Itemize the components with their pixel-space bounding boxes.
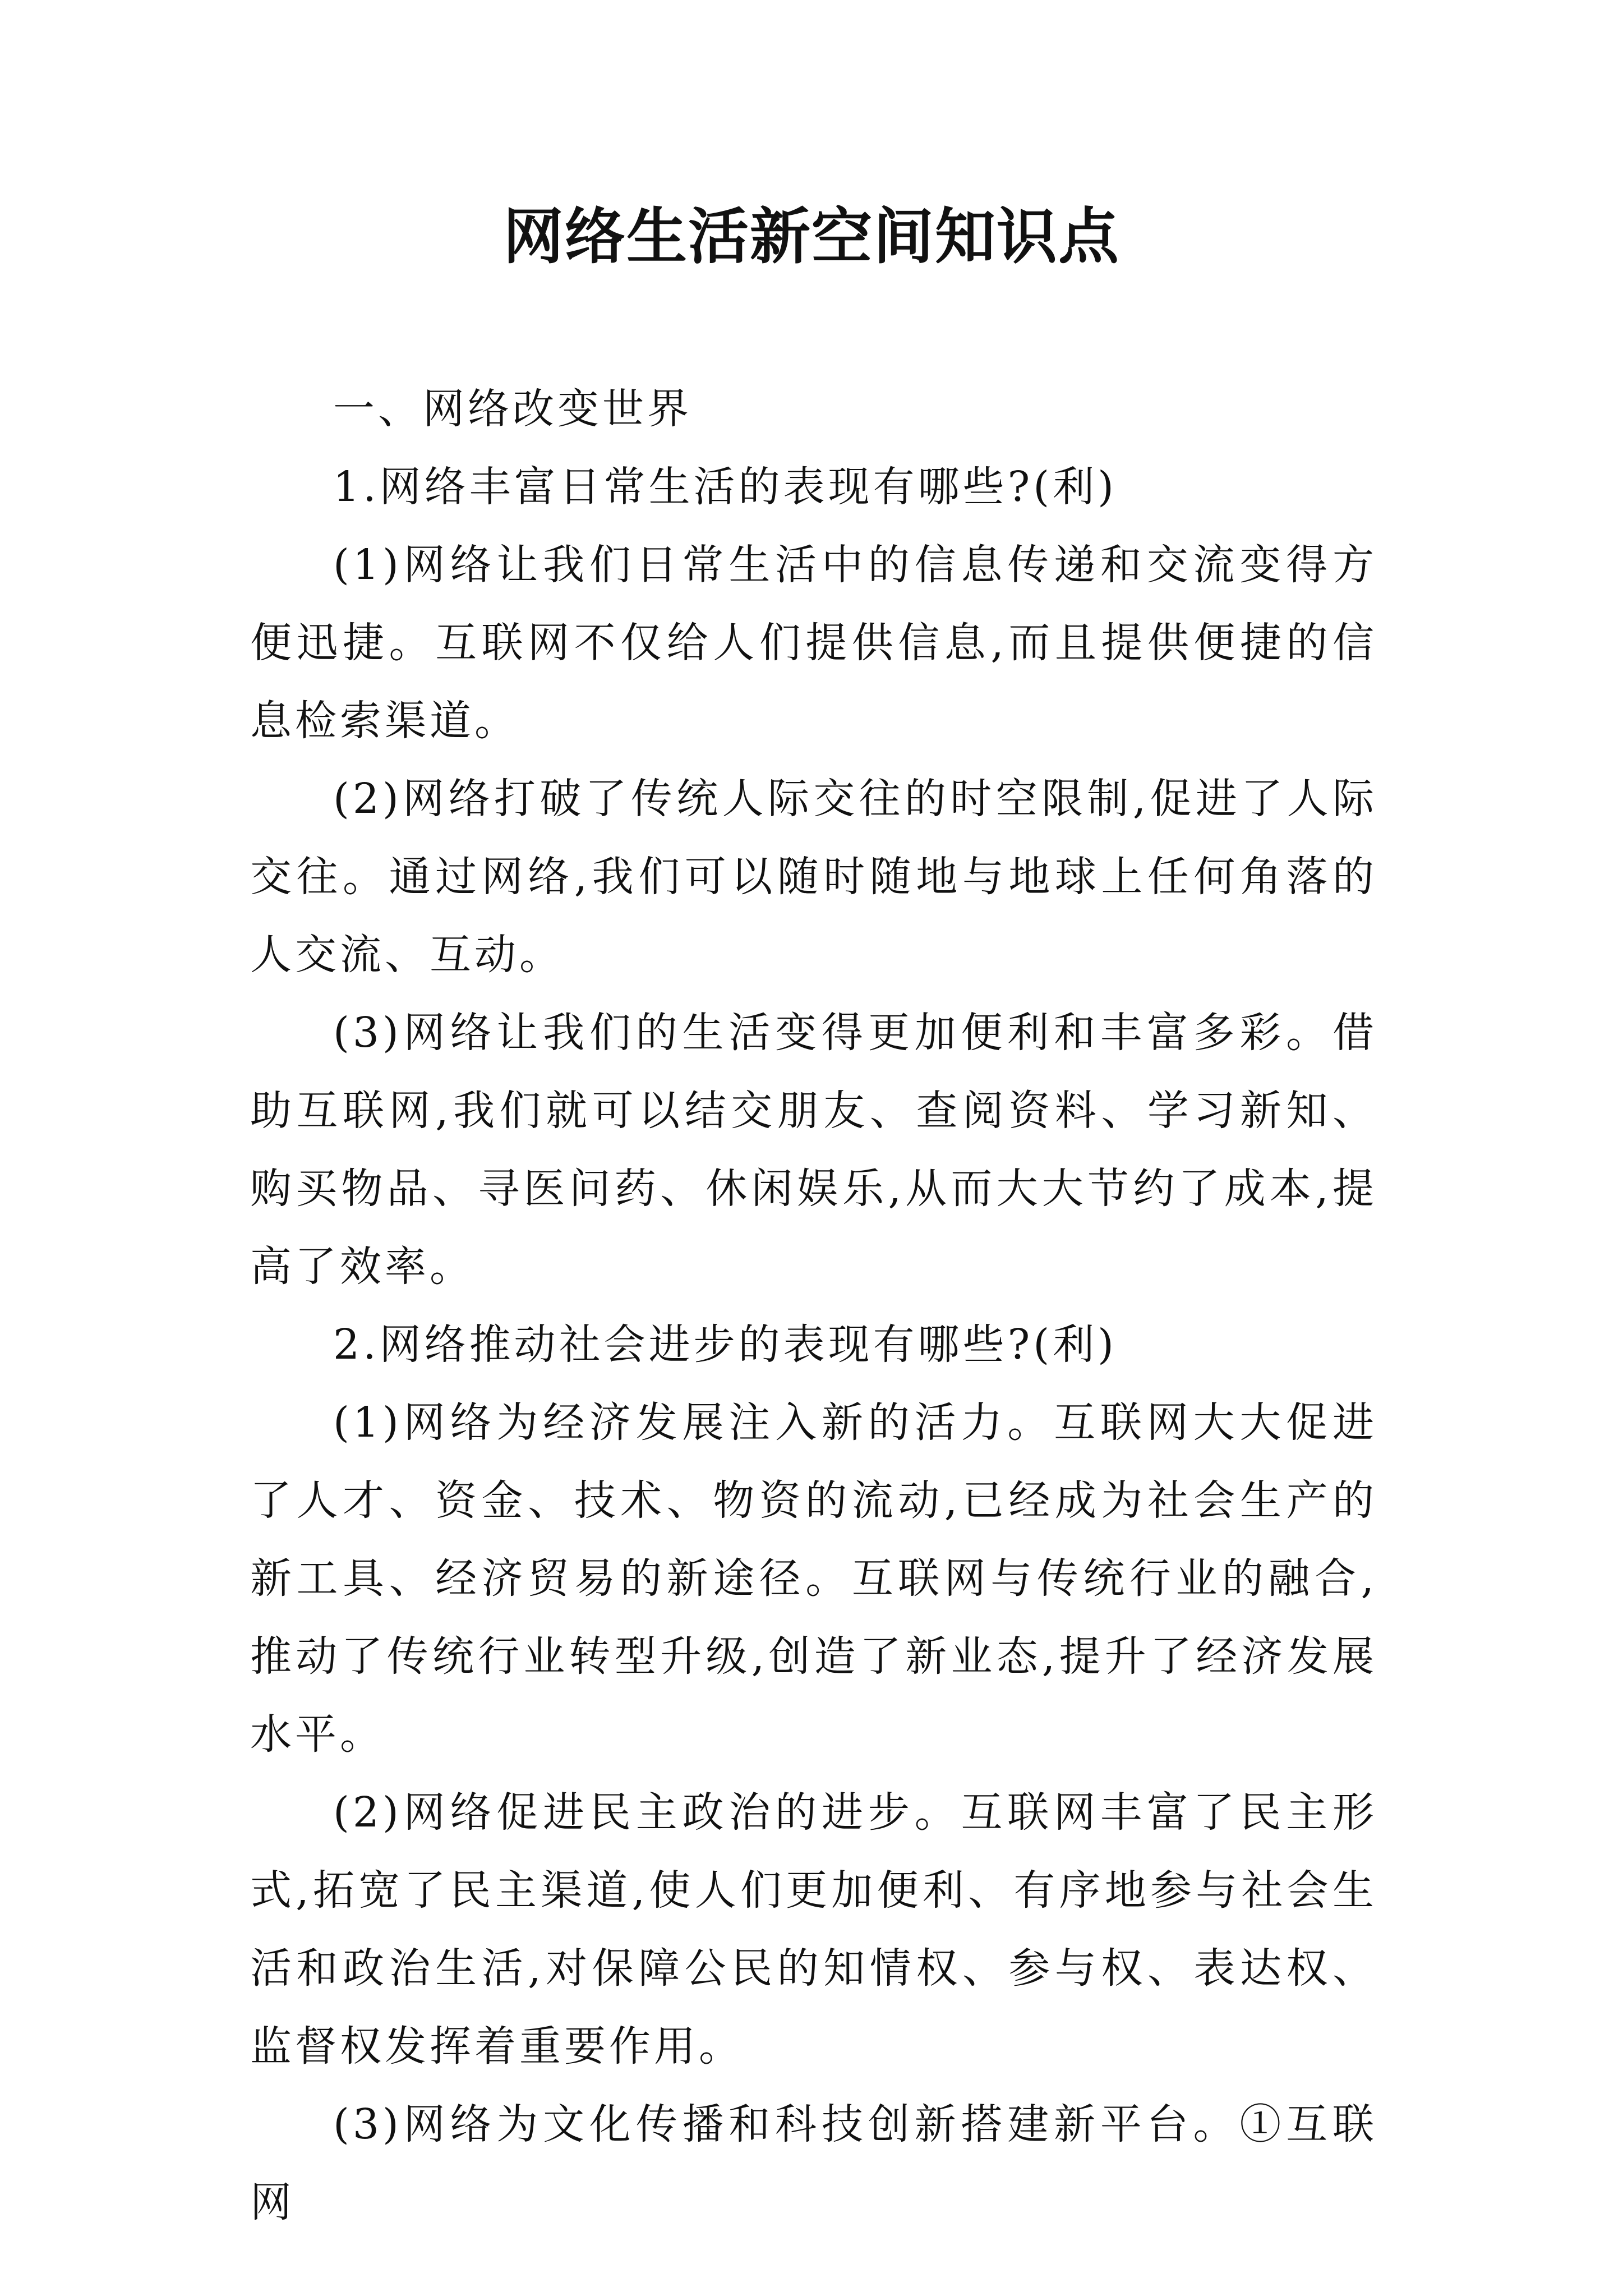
document-title: 网络生活新空间知识点 bbox=[502, 201, 1120, 272]
question-2: 2.网络推动社会进步的表现有哪些?(利) bbox=[333, 1320, 1118, 1369]
paragraph-1-3: (3)网络让我们的生活变得更加便利和丰富多彩。借助互联网,我们就可以结交朋友、查阅资料、学习新知、购买物品、寻医问药、休闲娱乐,从而大大节约了成本,提高了效率。 bbox=[250, 1009, 1377, 1291]
question-1: 1.网络丰富日常生活的表现有哪些?(利) bbox=[333, 463, 1118, 511]
paragraph-1-2: (2)网络打破了传统人际交往的时空限制,促进了人际交往。通过网络,我们可以随时随地与地球上任何角落的人交流、互动。 bbox=[250, 775, 1377, 979]
document-body bbox=[250, 370, 1377, 2242]
paragraph-2-3: (3)网络为文化传播和科技创新搭建新平台。①互联网 bbox=[250, 2100, 1377, 2226]
section-heading-1: 一、网络改变世界 bbox=[333, 385, 692, 433]
paragraph-2-1: (1)网络为经济发展注入新的活力。互联网大大促进了人才、资金、技术、物资的流动,已经成为社会生产的新工具、经济贸易的新途径。互联网与传统行业的融合,推动了传统行业转型升级,创造了新业态,提升了经济发展水平。 bbox=[250, 1398, 1377, 1759]
paragraph-2-2: (2)网络促进民主政治的进步。互联网丰富了民主形式,拓宽了民主渠道,使人们更加便利、有序地参与社会生活和政治生活,对保障公民的知情权、参与权、表达权、监督权发挥着重要作用。 bbox=[250, 1788, 1377, 2070]
paragraph-1-1: (1)网络让我们日常生活中的信息传递和交流变得方便迅捷。互联网不仅给人们提供信息,而且提供便捷的信息检索渠道。 bbox=[250, 541, 1377, 745]
